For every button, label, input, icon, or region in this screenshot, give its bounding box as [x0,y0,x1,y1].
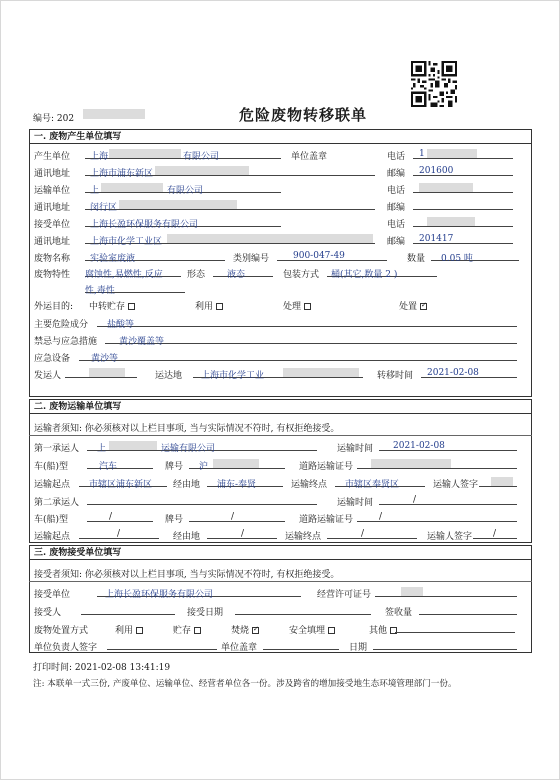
vehicle-type-line-2 [87,511,153,522]
measures-label: 禁忌与应急措施 [34,337,98,347]
outbound-label: 外运目的: [34,302,74,312]
measures-line [105,333,517,344]
transport-unit-label: 运输单位 [34,186,71,196]
signer-label: 运输人签字 [433,480,479,490]
option-treat[interactable] [283,299,311,312]
amount-line [419,604,517,615]
measures-value: 黄沙覆盖等 [119,337,165,347]
method-store[interactable] [173,623,201,636]
equipment-line [79,350,517,361]
hazard-label: 主要危险成分 [34,320,89,330]
divider [29,435,532,436]
transport-notice: 运输者须知: 你必须核对以上栏目事项, 当与实际情况不符时, 有权拒绝接受。 [34,424,340,434]
method-landfill[interactable] [289,623,335,636]
receiver-person-label: 接受人 [34,608,62,618]
checkbox-icon[interactable] [136,627,143,634]
receiving-unit-label: 接受单位 [34,590,71,600]
redacted-block [89,368,125,377]
zip-label: 邮编 [387,169,406,179]
checkbox-checked-icon[interactable] [252,627,259,634]
redacted-block [491,477,513,486]
license-label: 经营许可证号 [317,590,372,600]
amount-label: 签收量 [385,608,413,618]
end-label-2: 运输终点 [285,532,322,542]
transport-phone-label: 电话 [387,186,406,196]
start-label-2: 运输起点 [34,532,71,542]
option-label: 安全填埋 [289,626,326,636]
hazard-line [97,316,517,327]
redacted-block [155,166,249,175]
slash-mark: / [493,529,497,539]
transport-time-line-2 [379,494,517,505]
redacted-block [101,183,163,192]
option-label: 贮存 [173,626,192,636]
permit-label-2: 道路运输证号 [299,515,354,525]
receive-date-line [235,604,371,615]
end-line-2 [327,528,417,539]
receiver-notice: 接受者须知: 你必须核对以上栏目事项, 当与实际情况不符时, 有权拒绝接受。 [34,570,340,580]
redacted-block [427,217,475,226]
day-line [373,639,517,650]
zip-value: 201600 [419,166,454,176]
end-label: 运输终点 [291,480,328,490]
transport-unit-value-b: 有限公司 [167,186,204,196]
section-heading: 三. 废物接受单位填写 [29,545,532,560]
plate-value: 沪 [199,462,209,472]
shipper-label: 发运人 [34,371,62,381]
transport-time-label-2: 运输时间 [337,498,374,508]
transport-address-label: 通讯地址 [34,203,71,213]
carrier1-label: 第一承运人 [34,444,80,454]
transport-time-label: 运输时间 [337,444,374,454]
quantity-label: 数量 [407,254,426,264]
via-value: 浦东-奉贤 [217,480,257,490]
carrier2-line [87,494,317,505]
start-label: 运输起点 [34,480,71,490]
checkbox-checked-icon[interactable] [420,303,427,310]
phone-label: 电话 [387,152,406,162]
packaging-value: 桶(其它,数量 2 ) [331,270,398,280]
redacted-block [167,234,373,243]
via-label-2: 经由地 [173,532,201,542]
redacted-block [109,441,157,450]
serial-number: 编号: 202 [33,114,75,124]
category-value: 900-047-49 [293,251,345,261]
receiver-value: 上海长盈环保服务有限公司 [90,220,199,230]
slash-mark: / [117,529,121,539]
producer-value-a: 上海 [90,152,109,162]
checkbox-icon[interactable] [304,303,311,310]
section-heading: 二. 废物运输单位填写 [29,399,532,414]
packaging-label: 包装方式 [283,270,320,280]
transfer-time-value: 2021-02-08 [427,368,479,378]
receiver-zip-value: 201417 [419,234,454,244]
equipment-value: 黄沙等 [91,354,119,364]
option-label: 处理 [283,302,302,312]
address-label: 通讯地址 [34,169,71,179]
checkbox-icon[interactable] [328,627,335,634]
carrier1-value-b: 运输有限公司 [161,444,216,454]
receiver-zip-label: 邮编 [387,237,406,247]
redacted-block [401,587,423,596]
carrier1-value-a: 上 [97,444,107,454]
transport-address-value: 闵行区 [90,203,118,213]
waste-name-value: 实验室废液 [90,254,136,264]
waste-name-label: 废物名称 [34,254,71,264]
destination-label: 运达地 [155,371,183,381]
plate-line-2 [189,511,285,522]
disposal-method-label: 废物处置方式 [34,626,89,636]
option-dispose[interactable] [399,299,427,312]
redacted-block [371,459,451,468]
redacted-block [213,459,259,468]
via-label: 经由地 [173,480,201,490]
head-sign-label: 单位负责人签字 [34,643,98,653]
property-label: 废物特性 [34,270,71,280]
category-label: 类别编号 [233,254,270,264]
footer-note: 注: 本联单一式三份, 产废单位、运输单位、经营者单位各一份。涉及跨省的增加接受地生态环境管理部门一份。 [33,679,457,689]
form-value: 液态 [227,270,246,280]
permit-label: 道路运输证号 [299,462,354,472]
slash-mark: / [231,512,235,522]
unit-seal-line [263,639,339,650]
receiver-address-label: 通讯地址 [34,237,71,247]
phone-value: 1 [419,149,425,159]
slash-mark: / [379,512,383,522]
checkbox-icon[interactable] [194,627,201,634]
form-label: 形态 [187,270,206,280]
signer-label-2: 运输人签字 [427,532,473,542]
section-heading: 一. 废物产生单位填写 [29,129,532,144]
transport-time-value: 2021-02-08 [393,441,445,451]
vehicle-type-line [87,458,153,469]
option-label: 其他 [369,626,388,636]
license-line [375,586,517,597]
receiver-address-value: 上海市化学工业区 [90,237,163,247]
property-value-2: 性,毒性 [85,286,115,296]
checkbox-icon[interactable] [216,303,223,310]
option-label: 处置 [399,302,418,312]
vehicle-type-label-2: 车(船)型 [34,515,69,525]
producer-label: 产生单位 [34,152,71,162]
slash-mark: / [361,529,365,539]
option-label: 焚烧 [231,626,250,636]
vehicle-type-value: 汽车 [99,462,118,472]
divider [29,581,532,582]
redacted-block [119,200,237,209]
plate-label-2: 牌号 [165,515,184,525]
slash-mark: / [241,529,245,539]
seal-label: 单位盖章 [291,152,328,162]
unit-seal-label: 单位盖章 [221,643,258,653]
redacted-block [283,368,359,377]
receiving-unit-value: 上海长盈环保服务有限公司 [105,590,214,600]
start-value: 市辖区浦东新区 [89,480,153,490]
transport-zip-line [413,199,513,210]
quantity-value: 0.05 吨 [441,254,473,264]
transport-unit-value-a: 上 [90,186,100,196]
option-label: 利用 [195,302,214,312]
receiver-label: 接受单位 [34,220,71,230]
day-label: 日期 [349,643,368,653]
option-label: 中转贮存 [89,302,126,312]
checkbox-icon[interactable] [128,303,135,310]
receive-date-label: 接受日期 [187,608,224,618]
carrier2-label: 第二承运人 [34,498,80,508]
method-other-line [395,622,515,633]
slash-mark: / [413,495,417,505]
plate-label: 牌号 [165,462,184,472]
print-time: 打印时间: 2021-02-08 13:41:19 [33,663,171,673]
redacted-block [427,149,477,158]
vehicle-type-label: 车(船)型 [34,462,69,472]
method-use[interactable] [115,623,143,636]
redacted-block [83,109,145,119]
destination-value: 上海市化学工业 [201,371,265,381]
qr-code-icon [411,61,457,107]
document-title: 危险废物转移联单 [239,106,368,124]
receiver-phone-label: 电话 [387,220,406,230]
equipment-label: 应急设备 [34,354,71,364]
end-value: 市辖区奉贤区 [345,480,400,490]
option-label: 利用 [115,626,134,636]
transfer-time-label: 转移时间 [377,371,414,381]
address-value: 上海市浦东新区 [90,169,154,179]
property-value-1: 腐蚀性,易燃性,反应 [85,270,163,280]
transport-zip-label: 邮编 [387,203,406,213]
receiver-person-line [81,604,175,615]
redacted-block [109,149,181,158]
hazard-value: 盐酸等 [107,320,135,330]
option-transfer-storage[interactable] [89,299,135,312]
method-other[interactable] [369,623,397,636]
slash-mark: / [109,512,113,522]
head-sign-line [107,639,217,650]
redacted-block [419,183,473,192]
producer-value-b: 有限公司 [183,152,220,162]
option-use[interactable] [195,299,223,312]
method-burn[interactable] [231,623,259,636]
